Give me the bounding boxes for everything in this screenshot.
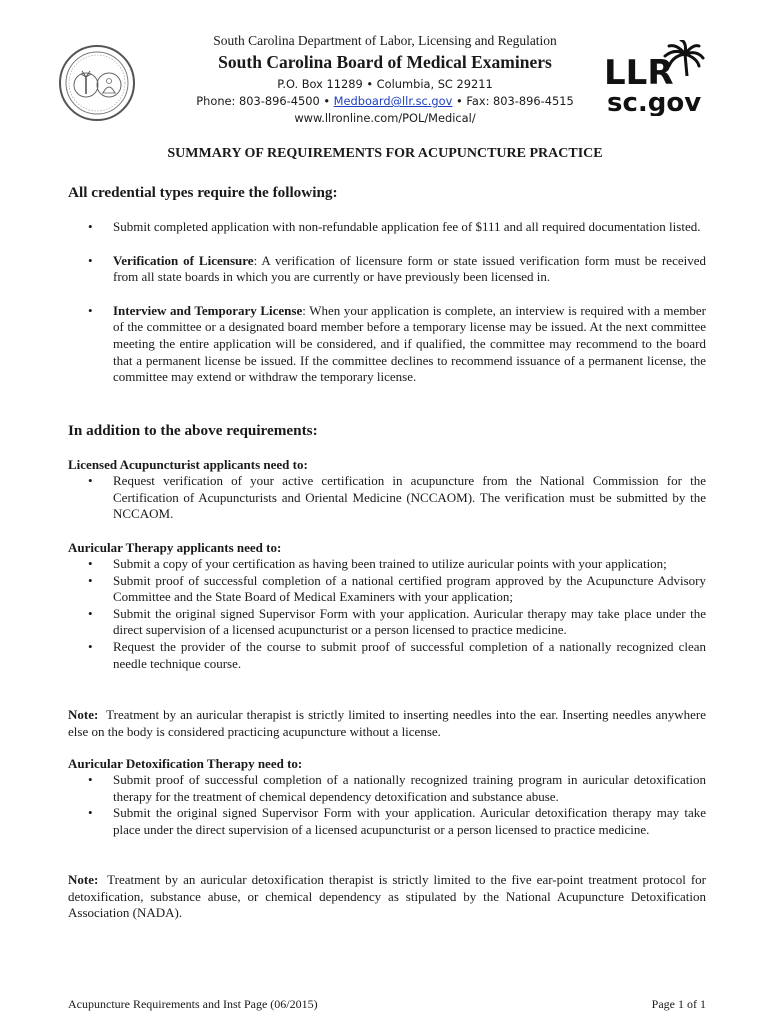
mailing-address: P.O. Box 11289 • Columbia, SC 29211 [277, 77, 493, 91]
licensed-acupuncturist-heading: Licensed Acupuncturist applicants need to: [68, 457, 308, 472]
page-number: Page 1 of 1 [651, 997, 706, 1011]
all-credentials-list [68, 219, 706, 386]
list-item: • Request verification of your active certification in acupuncture from the National Commission for the Certification of Acupuncturists and Oriental Medicine (NCCAOM). The verification must be submitted by the NCCAOM. [68, 473, 706, 523]
list-item: • Submit proof of successful completion of a national certified program approved by the Acupuncture Advisory Committee and the State Board of Medical Examiners with your application; [68, 573, 706, 606]
additional-requirements-heading: In addition to the above requirements: [68, 422, 318, 439]
website-url[interactable]: www.llronline.com/POL/Medical/ [294, 111, 476, 125]
document-title: SUMMARY OF REQUIREMENTS FOR ACUPUNCTURE PRACTICE [167, 146, 603, 161]
auricular-therapy-heading: Auricular Therapy applicants need to: [68, 540, 282, 555]
list-item: • Submit the original signed Supervisor Form with your application. Auricular detoxification therapy may take place under the direct supervision of a licensed acupuncturist or a person licensed to practice medicine. [68, 805, 706, 838]
footer-form-id: Acupuncture Requirements and Inst Page (06/2015) [68, 997, 318, 1011]
detox-therapy-heading: Auricular Detoxification Therapy need to: [68, 756, 303, 771]
all-credentials-heading: All credential types require the following: [68, 184, 338, 201]
logo-text-llr: LLR [604, 53, 674, 93]
list-item: • Submit proof of successful completion of a nationally recognized training program in auricular detoxification therapy for the treatment of chemical dependency detoxification and substance abuse. [68, 772, 706, 805]
detox-note: Note: Treatment by an auricular detoxification therapist is strictly limited to the five ear-point treatment protocol for detoxification, substance abuse, or chemical dependency as stipulated by the National Acupuncture Detoxification Association (NADA). [68, 872, 707, 921]
list-item: • Submit completed application with non-refundable application fee of $111 and all required documentation listed. [68, 219, 706, 236]
email-link[interactable]: Medboard@llr.sc.gov [333, 94, 453, 108]
list-item: • Verification of Licensure: A verification of licensure form or state issued verification form must be received from all state boards in which you are currently or have previously been licensed in. [68, 253, 706, 286]
board-name: South Carolina Board of Medical Examiners [218, 52, 552, 72]
llr-scgov-logo [601, 40, 721, 116]
logo-text-scgov: sc.gov [607, 88, 702, 116]
list-item: • Interview and Temporary License: When your application is complete, an interview is required with a member of the committee or a designated board member before a temporary license may be issued. At the next committee meeting the entire application will be considered, and if qualified, the committee may recommend to the board that a permanent license be issued. If the committee declines to recommend issuance of a permanent license, the committee may extend or withdraw the temporary license. [68, 303, 706, 386]
department-name: South Carolina Department of Labor, Licensing and Regulation [213, 33, 557, 48]
contact-line [160, 94, 610, 108]
licensed-acupuncturist-list [68, 473, 706, 523]
auricular-note: Note: Treatment by an auricular therapist is strictly limited to inserting needles into the ear. Inserting needles anywhere else on the body is considered practicing acupuncture without a license. [68, 707, 707, 739]
state-seal-image [58, 44, 136, 122]
list-item: • Submit the original signed Supervisor Form with your application. Auricular therapy may take place under the direct supervision of a licensed acupuncturist or a person licensed to practice medicine. [68, 606, 706, 639]
phone-number: Phone: 803-896-4500 • [196, 94, 331, 108]
fax-number: • Fax: 803-896-4515 [456, 94, 574, 108]
auricular-therapy-list [68, 556, 706, 672]
detox-therapy-list [68, 772, 706, 838]
list-item: • Submit a copy of your certification as having been trained to utilize auricular points with your application; [68, 556, 706, 573]
list-item: • Request the provider of the course to submit proof of successful completion of a nationally recognized clean needle technique course. [68, 639, 706, 672]
